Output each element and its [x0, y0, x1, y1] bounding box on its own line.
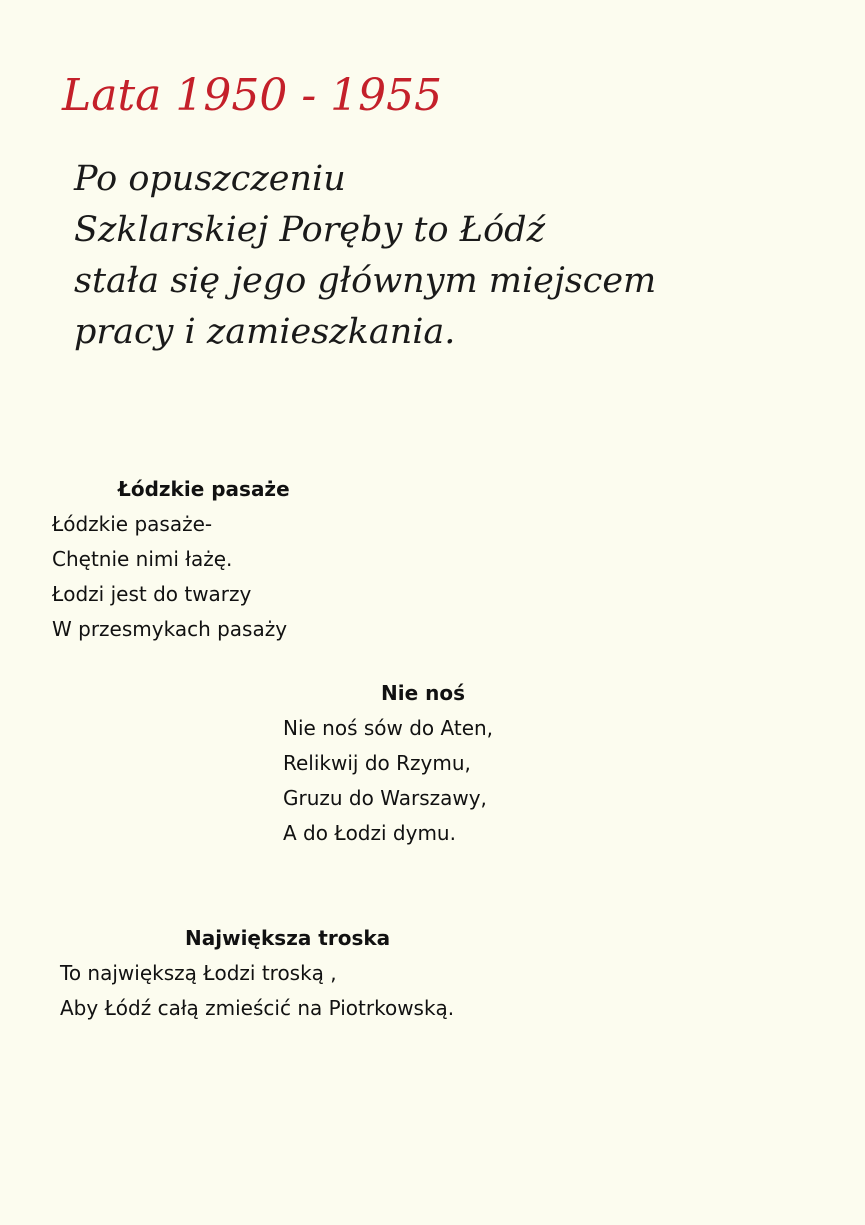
- poem-line: Relikwij do Rzymu,: [283, 751, 471, 775]
- poem-line: W przesmykach pasaży: [52, 617, 288, 641]
- intro-paragraph: [74, 154, 656, 358]
- poem-line: Nie noś sów do Aten,: [283, 716, 494, 740]
- intro-line: pracy i zamieszkania.: [74, 312, 456, 352]
- poem-title: Największa troska: [185, 926, 391, 950]
- poem-line: To największą Łodzi troską ,: [60, 961, 337, 985]
- poem-title: Łódzkie pasaże: [118, 477, 290, 501]
- intro-line: stała się jego głównym miejscem: [74, 261, 657, 301]
- intro-line: Po opuszczeniu: [74, 159, 346, 199]
- poem-line: Łódzkie pasaże-: [52, 512, 213, 536]
- poem-lodzkie-pasaze: [52, 472, 290, 647]
- poem-line: Łodzi jest do twarzy: [52, 582, 252, 606]
- poem-line: Chętnie nimi łażę.: [52, 547, 233, 571]
- poem-najwieksza-troska: [60, 921, 454, 1026]
- poem-nie-nos: [283, 676, 493, 851]
- poem-line: Aby Łódź całą zmieścić na Piotrkowską.: [60, 996, 455, 1020]
- poem-line: A do Łodzi dymu.: [283, 821, 456, 845]
- poem-title: Nie noś: [381, 681, 466, 705]
- intro-line: Szklarskiej Poręby to Łódź: [74, 210, 546, 250]
- page-heading: Lata 1950 - 1955: [62, 70, 443, 121]
- poem-line: Gruzu do Warszawy,: [283, 786, 487, 810]
